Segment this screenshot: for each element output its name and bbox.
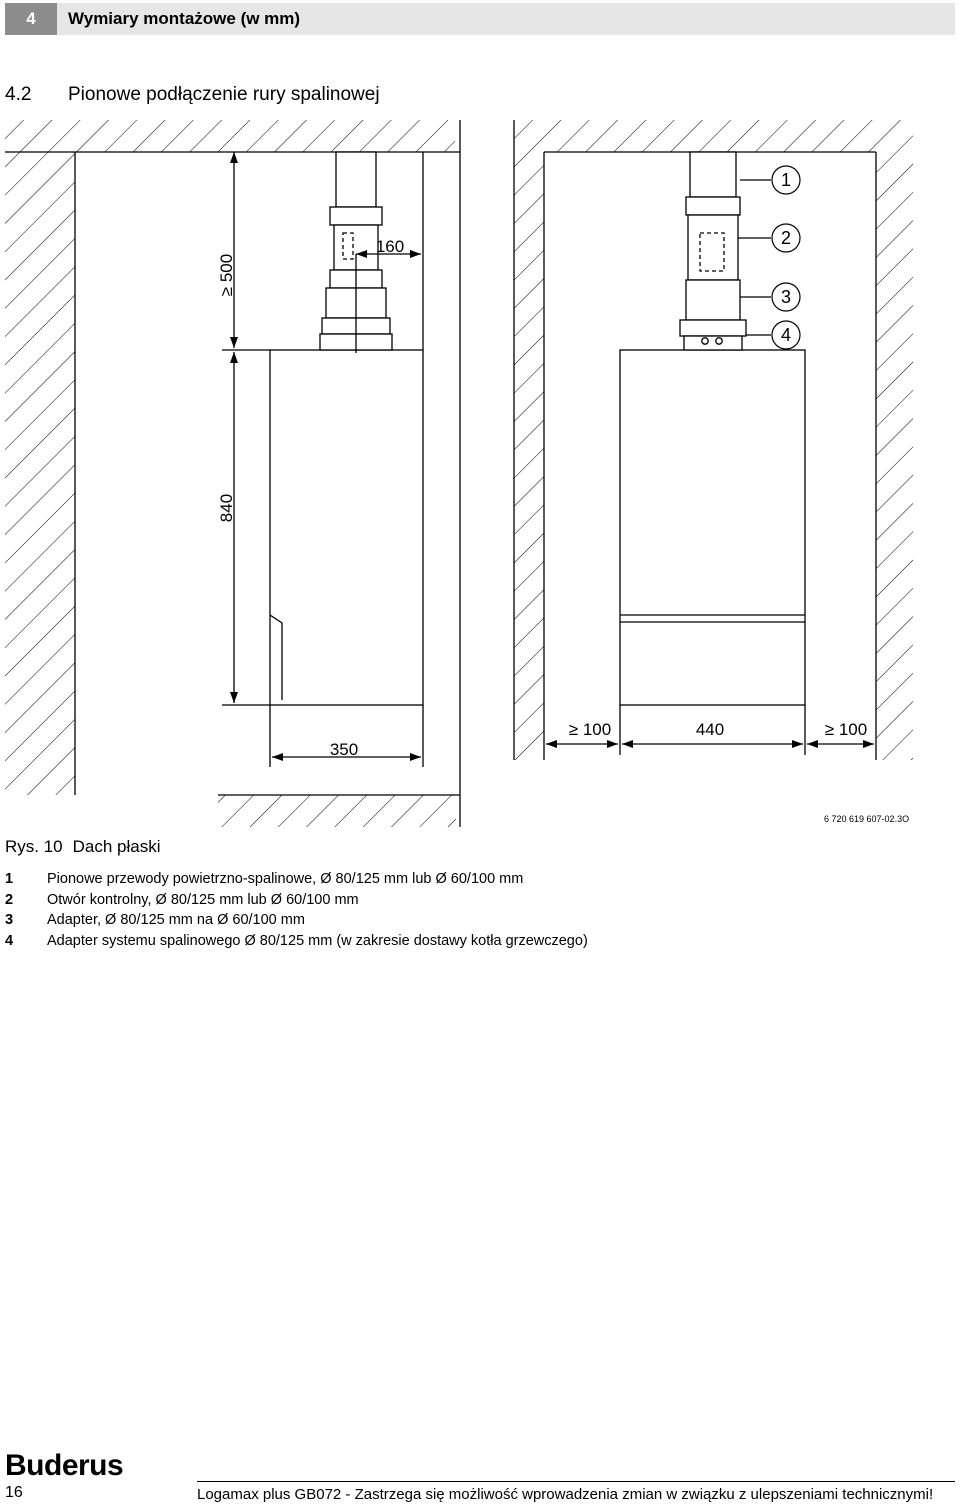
dim-840-label: 840 bbox=[217, 493, 236, 523]
chapter-title: Wymiary montażowe (w mm) bbox=[68, 9, 301, 28]
dim-440-label: 440 bbox=[695, 720, 725, 739]
floor-hatch bbox=[218, 795, 456, 827]
legend-item: 3 Adapter, Ø 80/125 mm na Ø 60/100 mm bbox=[5, 912, 305, 928]
chapter-number: 4 bbox=[5, 3, 57, 35]
installation-drawing bbox=[0, 115, 960, 835]
dim-100-left-label: ≥ 100 bbox=[568, 720, 612, 739]
caption-text: Dach płaski bbox=[72, 837, 161, 856]
chapter-header bbox=[5, 3, 955, 35]
callout-2: 2 bbox=[780, 228, 792, 248]
boiler-front bbox=[620, 350, 805, 705]
dim-350-label: 350 bbox=[329, 740, 359, 759]
legend-item: 1 Pionowe przewody powietrzno-spalinowe, Ø 80/125 mm lub Ø 60/100 mm bbox=[5, 871, 524, 887]
figure-caption bbox=[5, 837, 171, 857]
ceiling-hatch bbox=[5, 120, 455, 152]
ceiling-right-hatch bbox=[544, 120, 876, 152]
brand-logo: Buderus bbox=[5, 1449, 124, 1482]
section-number: 4.2 bbox=[5, 84, 32, 105]
figure-reference: 6 720 619 607-02.3O bbox=[824, 814, 910, 824]
section-title: Pionowe podłączenie rury spalinowej bbox=[68, 84, 380, 105]
footer-text: Logamax plus GB072 - Zastrzega się możliwość wprowadzenia zmian w związku z ulepszeniami technicznymi! bbox=[197, 1486, 934, 1503]
callout-1: 1 bbox=[780, 170, 792, 190]
dim-160-label: 160 bbox=[375, 237, 405, 256]
dim-500-label: ≥ 500 bbox=[217, 253, 236, 297]
callout-4: 4 bbox=[780, 325, 792, 345]
wall-right-left-hatch bbox=[514, 120, 544, 760]
caption-label: Rys. 10 bbox=[5, 837, 63, 856]
boiler-side bbox=[270, 350, 423, 705]
callout-3: 3 bbox=[780, 287, 792, 307]
legend-item: 2 Otwór kontrolny, Ø 80/125 mm lub Ø 60/100 mm bbox=[5, 891, 359, 908]
legend-item: 4 Adapter systemu spalinowego Ø 80/125 mm (w zakresie dostawy kotła grzewczego) bbox=[5, 932, 588, 949]
dim-100-right-label: ≥ 100 bbox=[824, 720, 868, 739]
legend bbox=[5, 871, 588, 953]
wall-left-hatch bbox=[5, 152, 75, 795]
page-number: 16 bbox=[5, 1484, 23, 1501]
wall-right-right-hatch bbox=[876, 120, 913, 760]
footer-divider bbox=[197, 1481, 955, 1482]
